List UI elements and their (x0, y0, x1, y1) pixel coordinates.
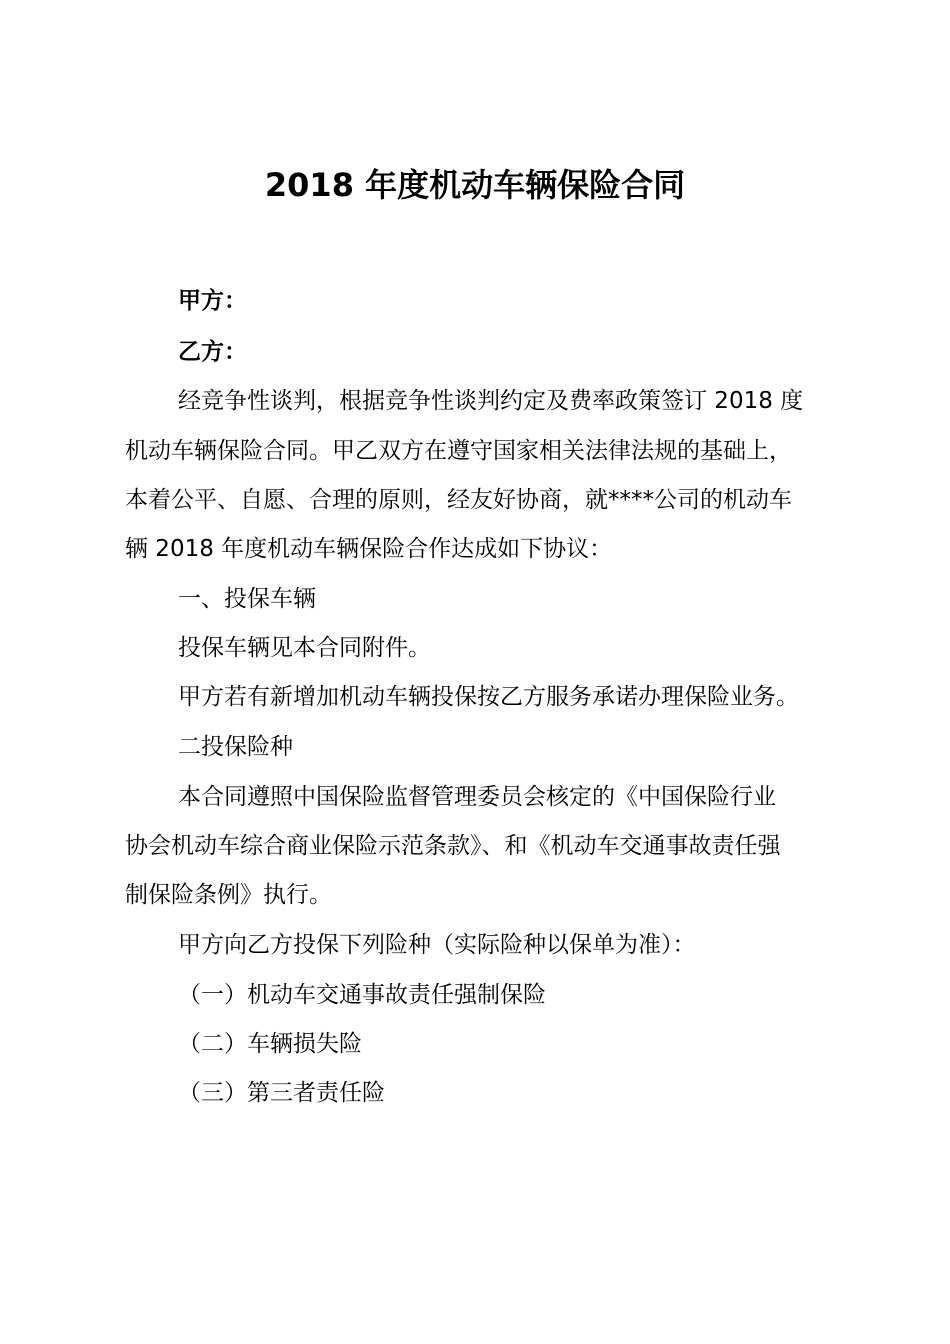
section-2-line-2: 协会机动车综合商业保险示范条款》、和《机动车交通事故责任强 (125, 833, 781, 859)
insurance-type-item: （三）第三者责任险 (178, 1080, 385, 1106)
party-b-label: 乙方： (178, 339, 247, 365)
section-2-line-3: 制保险条例》执行。 (125, 882, 332, 908)
section-2-line-1: 本合同遵照中国保险监督管理委员会核定的《中国保险行业 (178, 784, 776, 810)
section-1-paragraph-2: 甲方若有新增加机动车辆投保按乙方服务承诺办理保险业务。 (178, 684, 799, 710)
party-a-label: 甲方： (178, 288, 247, 314)
document-title: 2018 年度机动车辆保险合同 (264, 166, 686, 204)
section-1-heading: 一、投保车辆 (178, 586, 316, 612)
section-1-paragraph-1: 投保车辆见本合同附件。 (178, 635, 431, 661)
insurance-type-item: （一）机动车交通事故责任强制保险 (178, 982, 546, 1008)
intro-line-4: 辆 2018 年度机动车辆保险合作达成如下协议： (125, 536, 613, 562)
insurance-type-item: （二）车辆损失险 (178, 1031, 362, 1057)
intro-line-3: 本着公平、自愿、合理的原则，经友好协商，就****公司的机动车 (125, 487, 792, 513)
intro-line-1: 经竞争性谈判，根据竞争性谈判约定及费率政策签订 2018 度 (178, 388, 804, 414)
section-2-paragraph-2: 甲方向乙方投保下列险种（实际险种以保单为准）： (178, 932, 696, 958)
section-2-heading: 二投保险种 (178, 734, 293, 760)
intro-line-2: 机动车辆保险合同。甲乙双方在遵守国家相关法律法规的基础上， (125, 438, 792, 464)
